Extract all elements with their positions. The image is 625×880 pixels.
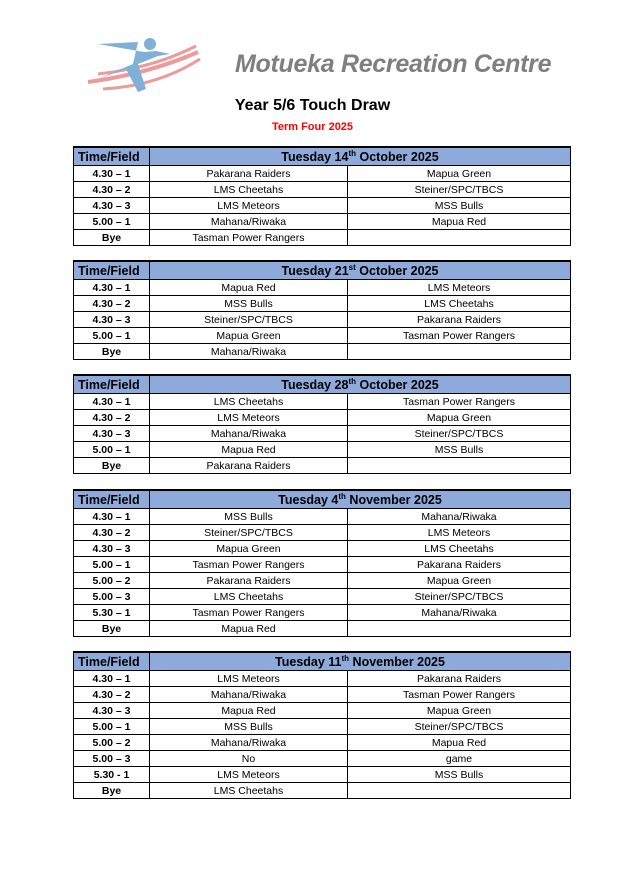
table-row xyxy=(74,783,571,799)
page-subtitle: Term Four 2025 xyxy=(271,121,354,133)
team-two-cell: MSS Bulls xyxy=(348,767,571,783)
team-two-cell: Mapua Red xyxy=(348,735,571,751)
team-one-cell: Steiner/SPC/TBCS xyxy=(150,312,348,328)
team-two-cell xyxy=(348,783,571,799)
table-row xyxy=(74,719,571,735)
time-field-cell: 4.30 – 2 xyxy=(74,525,150,541)
table-row xyxy=(74,735,571,751)
time-field-cell: 5.00 – 1 xyxy=(74,719,150,735)
table-row xyxy=(74,751,571,767)
table-row xyxy=(74,214,571,230)
round-date: Tuesday 14th October 2025 xyxy=(150,147,571,166)
time-field-cell: Bye xyxy=(74,344,150,360)
table-row xyxy=(74,328,571,344)
team-two-cell: Pakarana Raiders xyxy=(348,312,571,328)
round-table xyxy=(73,489,571,637)
team-one-cell: No xyxy=(150,751,348,767)
runner-logo-icon xyxy=(78,34,203,94)
team-one-cell: Mapua Green xyxy=(150,541,348,557)
table-row xyxy=(74,280,571,296)
time-field-cell: 5.00 – 2 xyxy=(74,573,150,589)
table-row xyxy=(74,687,571,703)
team-one-cell: LMS Meteors xyxy=(150,198,348,214)
team-one-cell: MSS Bulls xyxy=(150,509,348,525)
team-one-cell: Pakarana Raiders xyxy=(150,458,348,474)
team-two-cell xyxy=(348,621,571,637)
table-row xyxy=(74,344,571,360)
time-field-cell: 5.00 – 1 xyxy=(74,557,150,573)
team-one-cell: Mahana/Riwaka xyxy=(150,687,348,703)
team-one-cell: MSS Bulls xyxy=(150,296,348,312)
col-header-time-field: Time/Field xyxy=(74,261,150,280)
table-row xyxy=(74,198,571,214)
team-two-cell: Mahana/Riwaka xyxy=(348,605,571,621)
table-header xyxy=(74,375,571,394)
time-field-cell: 5.00 – 2 xyxy=(74,735,150,751)
table-header xyxy=(74,652,571,671)
time-field-cell: 4.30 – 3 xyxy=(74,198,150,214)
time-field-cell: 4.30 – 2 xyxy=(74,687,150,703)
team-one-cell: LMS Meteors xyxy=(150,767,348,783)
brand-name: Motueka Recreation Centre xyxy=(235,50,552,78)
team-one-cell: Pakarana Raiders xyxy=(150,166,348,182)
table-row xyxy=(74,394,571,410)
team-two-cell: Tasman Power Rangers xyxy=(348,394,571,410)
team-two-cell: Mapua Green xyxy=(348,166,571,182)
table-row xyxy=(74,426,571,442)
time-field-cell: 4.30 – 2 xyxy=(74,410,150,426)
team-one-cell: Tasman Power Rangers xyxy=(150,557,348,573)
col-header-time-field: Time/Field xyxy=(74,147,150,166)
time-field-cell: 4.30 – 3 xyxy=(74,312,150,328)
round-table xyxy=(73,651,571,799)
time-field-cell: 4.30 – 3 xyxy=(74,426,150,442)
table-row xyxy=(74,182,571,198)
team-one-cell: LMS Cheetahs xyxy=(150,589,348,605)
team-two-cell: Steiner/SPC/TBCS xyxy=(348,589,571,605)
table-row xyxy=(74,509,571,525)
team-one-cell: Mapua Red xyxy=(150,703,348,719)
col-header-time-field: Time/Field xyxy=(74,490,150,509)
team-two-cell: Steiner/SPC/TBCS xyxy=(348,719,571,735)
team-two-cell: LMS Meteors xyxy=(348,525,571,541)
team-one-cell: LMS Cheetahs xyxy=(150,394,348,410)
team-two-cell xyxy=(348,344,571,360)
team-two-cell: Steiner/SPC/TBCS xyxy=(348,426,571,442)
round-table xyxy=(73,146,571,246)
table-row xyxy=(74,525,571,541)
team-one-cell: Mahana/Riwaka xyxy=(150,735,348,751)
table-row xyxy=(74,557,571,573)
team-two-cell: Pakarana Raiders xyxy=(348,557,571,573)
time-field-cell: Bye xyxy=(74,230,150,246)
table-row xyxy=(74,312,571,328)
time-field-cell: 4.30 – 1 xyxy=(74,671,150,687)
team-one-cell: Pakarana Raiders xyxy=(150,573,348,589)
col-header-time-field: Time/Field xyxy=(74,652,150,671)
team-one-cell: Mapua Red xyxy=(150,621,348,637)
time-field-cell: Bye xyxy=(74,458,150,474)
team-one-cell: MSS Bulls xyxy=(150,719,348,735)
time-field-cell: 4.30 – 1 xyxy=(74,509,150,525)
time-field-cell: 4.30 – 1 xyxy=(74,394,150,410)
table-row xyxy=(74,767,571,783)
team-one-cell: Mapua Red xyxy=(150,280,348,296)
team-one-cell: Mapua Red xyxy=(150,442,348,458)
table-row xyxy=(74,573,571,589)
team-one-cell: Mahana/Riwaka xyxy=(150,214,348,230)
time-field-cell: 4.30 – 2 xyxy=(74,296,150,312)
table-header xyxy=(74,147,571,166)
table-row xyxy=(74,442,571,458)
table-row xyxy=(74,621,571,637)
team-two-cell: Mahana/Riwaka xyxy=(348,509,571,525)
team-one-cell: LMS Meteors xyxy=(150,671,348,687)
team-two-cell: Tasman Power Rangers xyxy=(348,328,571,344)
team-one-cell: LMS Meteors xyxy=(150,410,348,426)
team-two-cell: Pakarana Raiders xyxy=(348,671,571,687)
time-field-cell: 5.00 – 3 xyxy=(74,589,150,605)
col-header-time-field: Time/Field xyxy=(74,375,150,394)
team-two-cell: MSS Bulls xyxy=(348,198,571,214)
round-date: Tuesday 4th November 2025 xyxy=(150,490,571,509)
team-two-cell: MSS Bulls xyxy=(348,442,571,458)
round-table xyxy=(73,374,571,474)
team-two-cell: LMS Meteors xyxy=(348,280,571,296)
table-row xyxy=(74,230,571,246)
team-one-cell: Mahana/Riwaka xyxy=(150,344,348,360)
team-two-cell: Mapua Green xyxy=(348,410,571,426)
round-date: Tuesday 21st October 2025 xyxy=(150,261,571,280)
team-two-cell: game xyxy=(348,751,571,767)
team-two-cell: LMS Cheetahs xyxy=(348,541,571,557)
table-header xyxy=(74,490,571,509)
team-one-cell: Mahana/Riwaka xyxy=(150,426,348,442)
table-row xyxy=(74,541,571,557)
team-two-cell: Mapua Green xyxy=(348,573,571,589)
time-field-cell: Bye xyxy=(74,783,150,799)
table-row xyxy=(74,703,571,719)
time-field-cell: 5.00 – 1 xyxy=(74,442,150,458)
team-two-cell: Mapua Green xyxy=(348,703,571,719)
team-one-cell: Tasman Power Rangers xyxy=(150,230,348,246)
round-date: Tuesday 11th November 2025 xyxy=(150,652,571,671)
team-one-cell: LMS Cheetahs xyxy=(150,182,348,198)
time-field-cell: 5.30 - 1 xyxy=(74,767,150,783)
time-field-cell: 5.00 – 1 xyxy=(74,214,150,230)
table-row xyxy=(74,458,571,474)
time-field-cell: 5.30 – 1 xyxy=(74,605,150,621)
round-table xyxy=(73,260,571,360)
table-row xyxy=(74,605,571,621)
team-two-cell xyxy=(348,458,571,474)
table-row xyxy=(74,589,571,605)
time-field-cell: 4.30 – 2 xyxy=(74,182,150,198)
table-row xyxy=(74,166,571,182)
team-one-cell: Tasman Power Rangers xyxy=(150,605,348,621)
time-field-cell: 5.00 – 1 xyxy=(74,328,150,344)
team-one-cell: Mapua Green xyxy=(150,328,348,344)
team-two-cell: LMS Cheetahs xyxy=(348,296,571,312)
time-field-cell: 4.30 – 3 xyxy=(74,703,150,719)
team-two-cell: Steiner/SPC/TBCS xyxy=(348,182,571,198)
time-field-cell: 4.30 – 1 xyxy=(74,280,150,296)
time-field-cell: 4.30 – 1 xyxy=(74,166,150,182)
team-two-cell xyxy=(348,230,571,246)
team-two-cell: Mapua Red xyxy=(348,214,571,230)
time-field-cell: 4.30 – 3 xyxy=(74,541,150,557)
team-one-cell: Steiner/SPC/TBCS xyxy=(150,525,348,541)
table-row xyxy=(74,296,571,312)
page-title: Year 5/6 Touch Draw xyxy=(234,97,391,114)
team-one-cell: LMS Cheetahs xyxy=(150,783,348,799)
round-date: Tuesday 28th October 2025 xyxy=(150,375,571,394)
team-two-cell: Tasman Power Rangers xyxy=(348,687,571,703)
time-field-cell: 5.00 – 3 xyxy=(74,751,150,767)
time-field-cell: Bye xyxy=(74,621,150,637)
table-row xyxy=(74,410,571,426)
table-header xyxy=(74,261,571,280)
table-row xyxy=(74,671,571,687)
